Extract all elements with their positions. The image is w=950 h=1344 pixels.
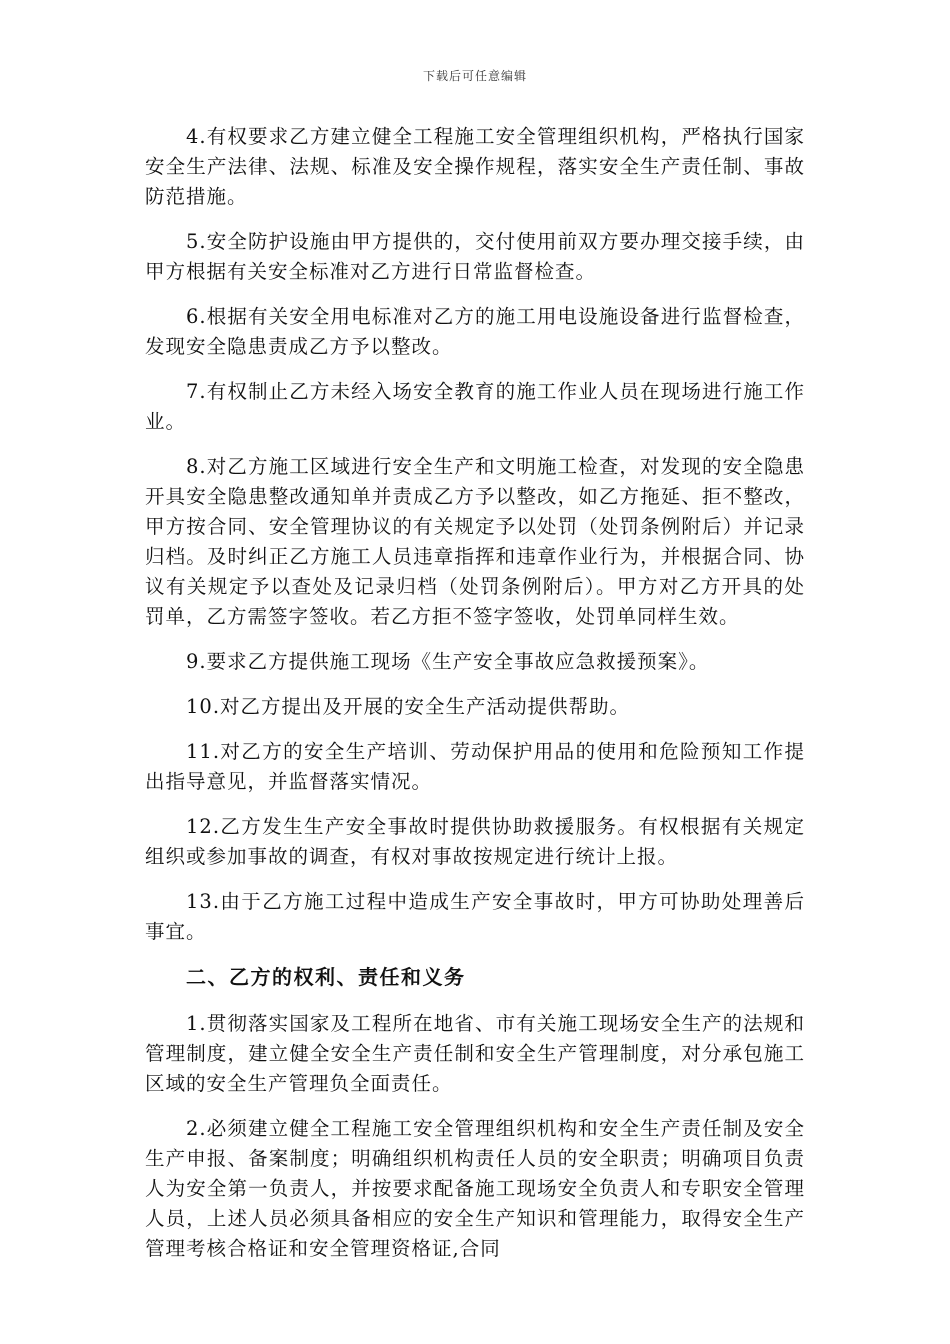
clause-paragraph: 5.安全防护设施由甲方提供的，交付使用前双方要办理交接手续，由甲方根据有关安全标准对乙方进行日常监督检查。 <box>145 230 805 283</box>
clause-paragraph: 6.根据有关安全用电标准对乙方的施工用电设施设备进行监督检查，发现安全隐患责成乙方予以整改。 <box>145 305 805 358</box>
clause-paragraph: 7.有权制止乙方未经入场安全教育的施工作业人员在现场进行施工作业。 <box>145 380 805 433</box>
clause-paragraph: 11.对乙方的安全生产培训、劳动保护用品的使用和危险预知工作提出指导意见，并监督落实情况。 <box>145 740 805 793</box>
clause-paragraph: 1.贯彻落实国家及工程所在地省、市有关施工现场安全生产的法规和管理制度，建立健全安全生产责任制和安全生产管理制度，对分承包施工区域的安全生产管理负全面责任。 <box>145 1012 805 1095</box>
clause-paragraph: 4.有权要求乙方建立健全工程施工安全管理组织机构，严格执行国家安全生产法律、法规、标准及安全操作规程，落实安全生产责任制、事故防范措施。 <box>145 125 805 208</box>
document-body <box>145 122 805 1279</box>
clause-paragraph: 9.要求乙方提供施工现场《生产安全事故应急救援预案》。 <box>186 650 710 673</box>
clause-paragraph: 8.对乙方施工区域进行安全生产和文明施工检查，对发现的安全隐患开具安全隐患整改通知单并责成乙方予以整改，如乙方拖延、拒不整改，甲方按合同、安全管理协议的有关规定予以处罚（处罚条例附后）并记录归档。及时纠正乙方施工人员违章指挥和违章作业行为，并根据合同、协议有关规定予以查处及记录归档（处罚条例附后）。甲方对乙方开具的处罚单，乙方需签字签收。若乙方拒不签字签收，处罚单同样生效。 <box>145 455 805 628</box>
clause-paragraph: 10.对乙方提出及开展的安全生产活动提供帮助。 <box>186 695 631 718</box>
clause-paragraph: 13.由于乙方施工过程中造成生产安全事故时，甲方可协助处理善后事宜。 <box>145 890 805 943</box>
page-header-note: 下载后可任意编辑 <box>422 69 527 83</box>
section-heading: 二、乙方的权利、责任和义务 <box>186 965 466 989</box>
clause-paragraph: 2.必须建立健全工程施工安全管理组织机构和安全生产责任制及安全生产申报、备案制度；明确组织机构责任人员的安全职责；明确项目负责人为安全第一负责人，并按要求配备施工现场安全负责人和专职安全管理人员，上述人员必须具备相应的安全生产知识和管理能力，取得安全生产管理考核合格证和安全管理资格证,合同 <box>145 1117 805 1260</box>
clause-paragraph: 12.乙方发生生产安全事故时提供协助救援服务。有权根据有关规定组织或参加事故的调查，有权对事故按规定进行统计上报。 <box>145 815 805 868</box>
